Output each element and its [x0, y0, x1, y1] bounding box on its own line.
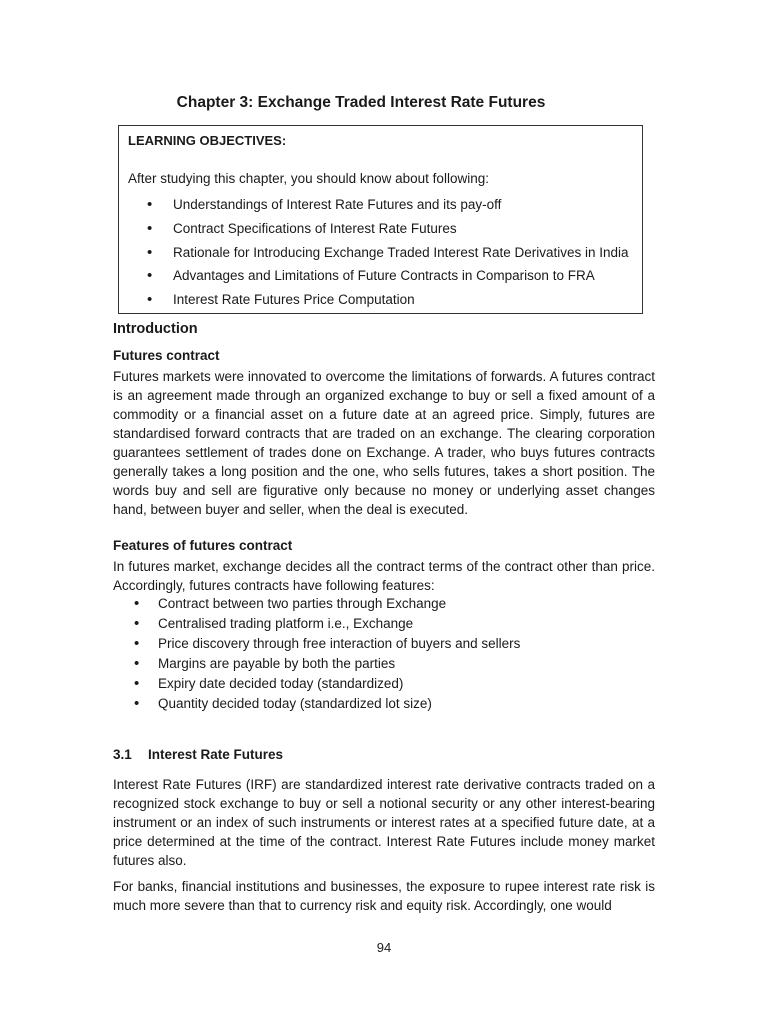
learning-objectives-list [145, 195, 629, 314]
objective-item: • Rationale for Introducing Exchange Traded Interest Rate Derivatives in India [145, 243, 629, 267]
section-title: Interest Rate Futures [148, 747, 284, 762]
objective-item: • Contract Specifications of Interest Rate Futures [145, 219, 629, 243]
feature-item: • Expiry date decided today (standardized) [130, 674, 520, 694]
feature-item: • Quantity decided today (standardized lot size) [130, 694, 520, 714]
features-heading: Features of futures contract [113, 538, 293, 553]
objective-item: • Interest Rate Futures Price Computation [145, 290, 629, 314]
irf-exposure-paragraph: For banks, financial institutions and businesses, the exposure to rupee interest rate risk is much more severe than that to currency risk and equity risk. Accordingly, one would [113, 879, 655, 913]
learning-objectives-box [118, 125, 643, 314]
introduction-heading: Introduction [113, 321, 198, 337]
learning-objectives-intro: After studying this chapter, you should know about following: [128, 171, 489, 186]
irf-definition-paragraph: Interest Rate Futures (IRF) are standardized interest rate derivative contracts traded on a recognized stock exchange to buy or sell a notional security or any other interest-bearing instrument or an index of such instruments or interest rates at a specified future date, at a price determined at the time of the contract. Interest Rate Futures include money market futures also. [113, 777, 655, 868]
futures-contract-heading: Futures contract [113, 348, 220, 363]
section-number: 3.1 [113, 747, 132, 762]
objective-item: • Advantages and Limitations of Future Contracts in Comparison to FRA [145, 266, 629, 290]
chapter-title: Chapter 3: Exchange Traded Interest Rate Futures [176, 94, 546, 111]
features-paragraph: In futures market, exchange decides all the contract terms of the contract other than price. Accordingly, futures contracts have following features: [113, 559, 655, 593]
feature-item: • Margins are payable by both the parties [130, 654, 520, 674]
learning-objectives-heading: LEARNING OBJECTIVES: [128, 133, 287, 148]
futures-contract-paragraph: Futures markets were innovated to overcome the limitations of forwards. A futures contract is an agreement made through an organized exchange to buy or sell a fixed amount of a commodity or a financial asset on a future date at an agreed price. Simply, futures are standardised forward contracts that are traded on an exchange. The clearing corporation guarantees settlement of trades done on Exchange. A trader, who buys futures contracts generally takes a long position and the one, who sells futures, takes a short position. The words buy and sell are figurative only because no money or underlying asset changes hand, between buyer and seller, when the deal is executed. [113, 369, 655, 517]
feature-item: • Centralised trading platform i.e., Exchange [130, 614, 520, 634]
features-list [130, 594, 520, 714]
objective-item: • Understandings of Interest Rate Futures and its pay-off [145, 195, 629, 219]
page-number: 94 [376, 940, 392, 955]
feature-item: • Contract between two parties through Exchange [130, 594, 520, 614]
feature-item: • Price discovery through free interaction of buyers and sellers [130, 634, 520, 654]
